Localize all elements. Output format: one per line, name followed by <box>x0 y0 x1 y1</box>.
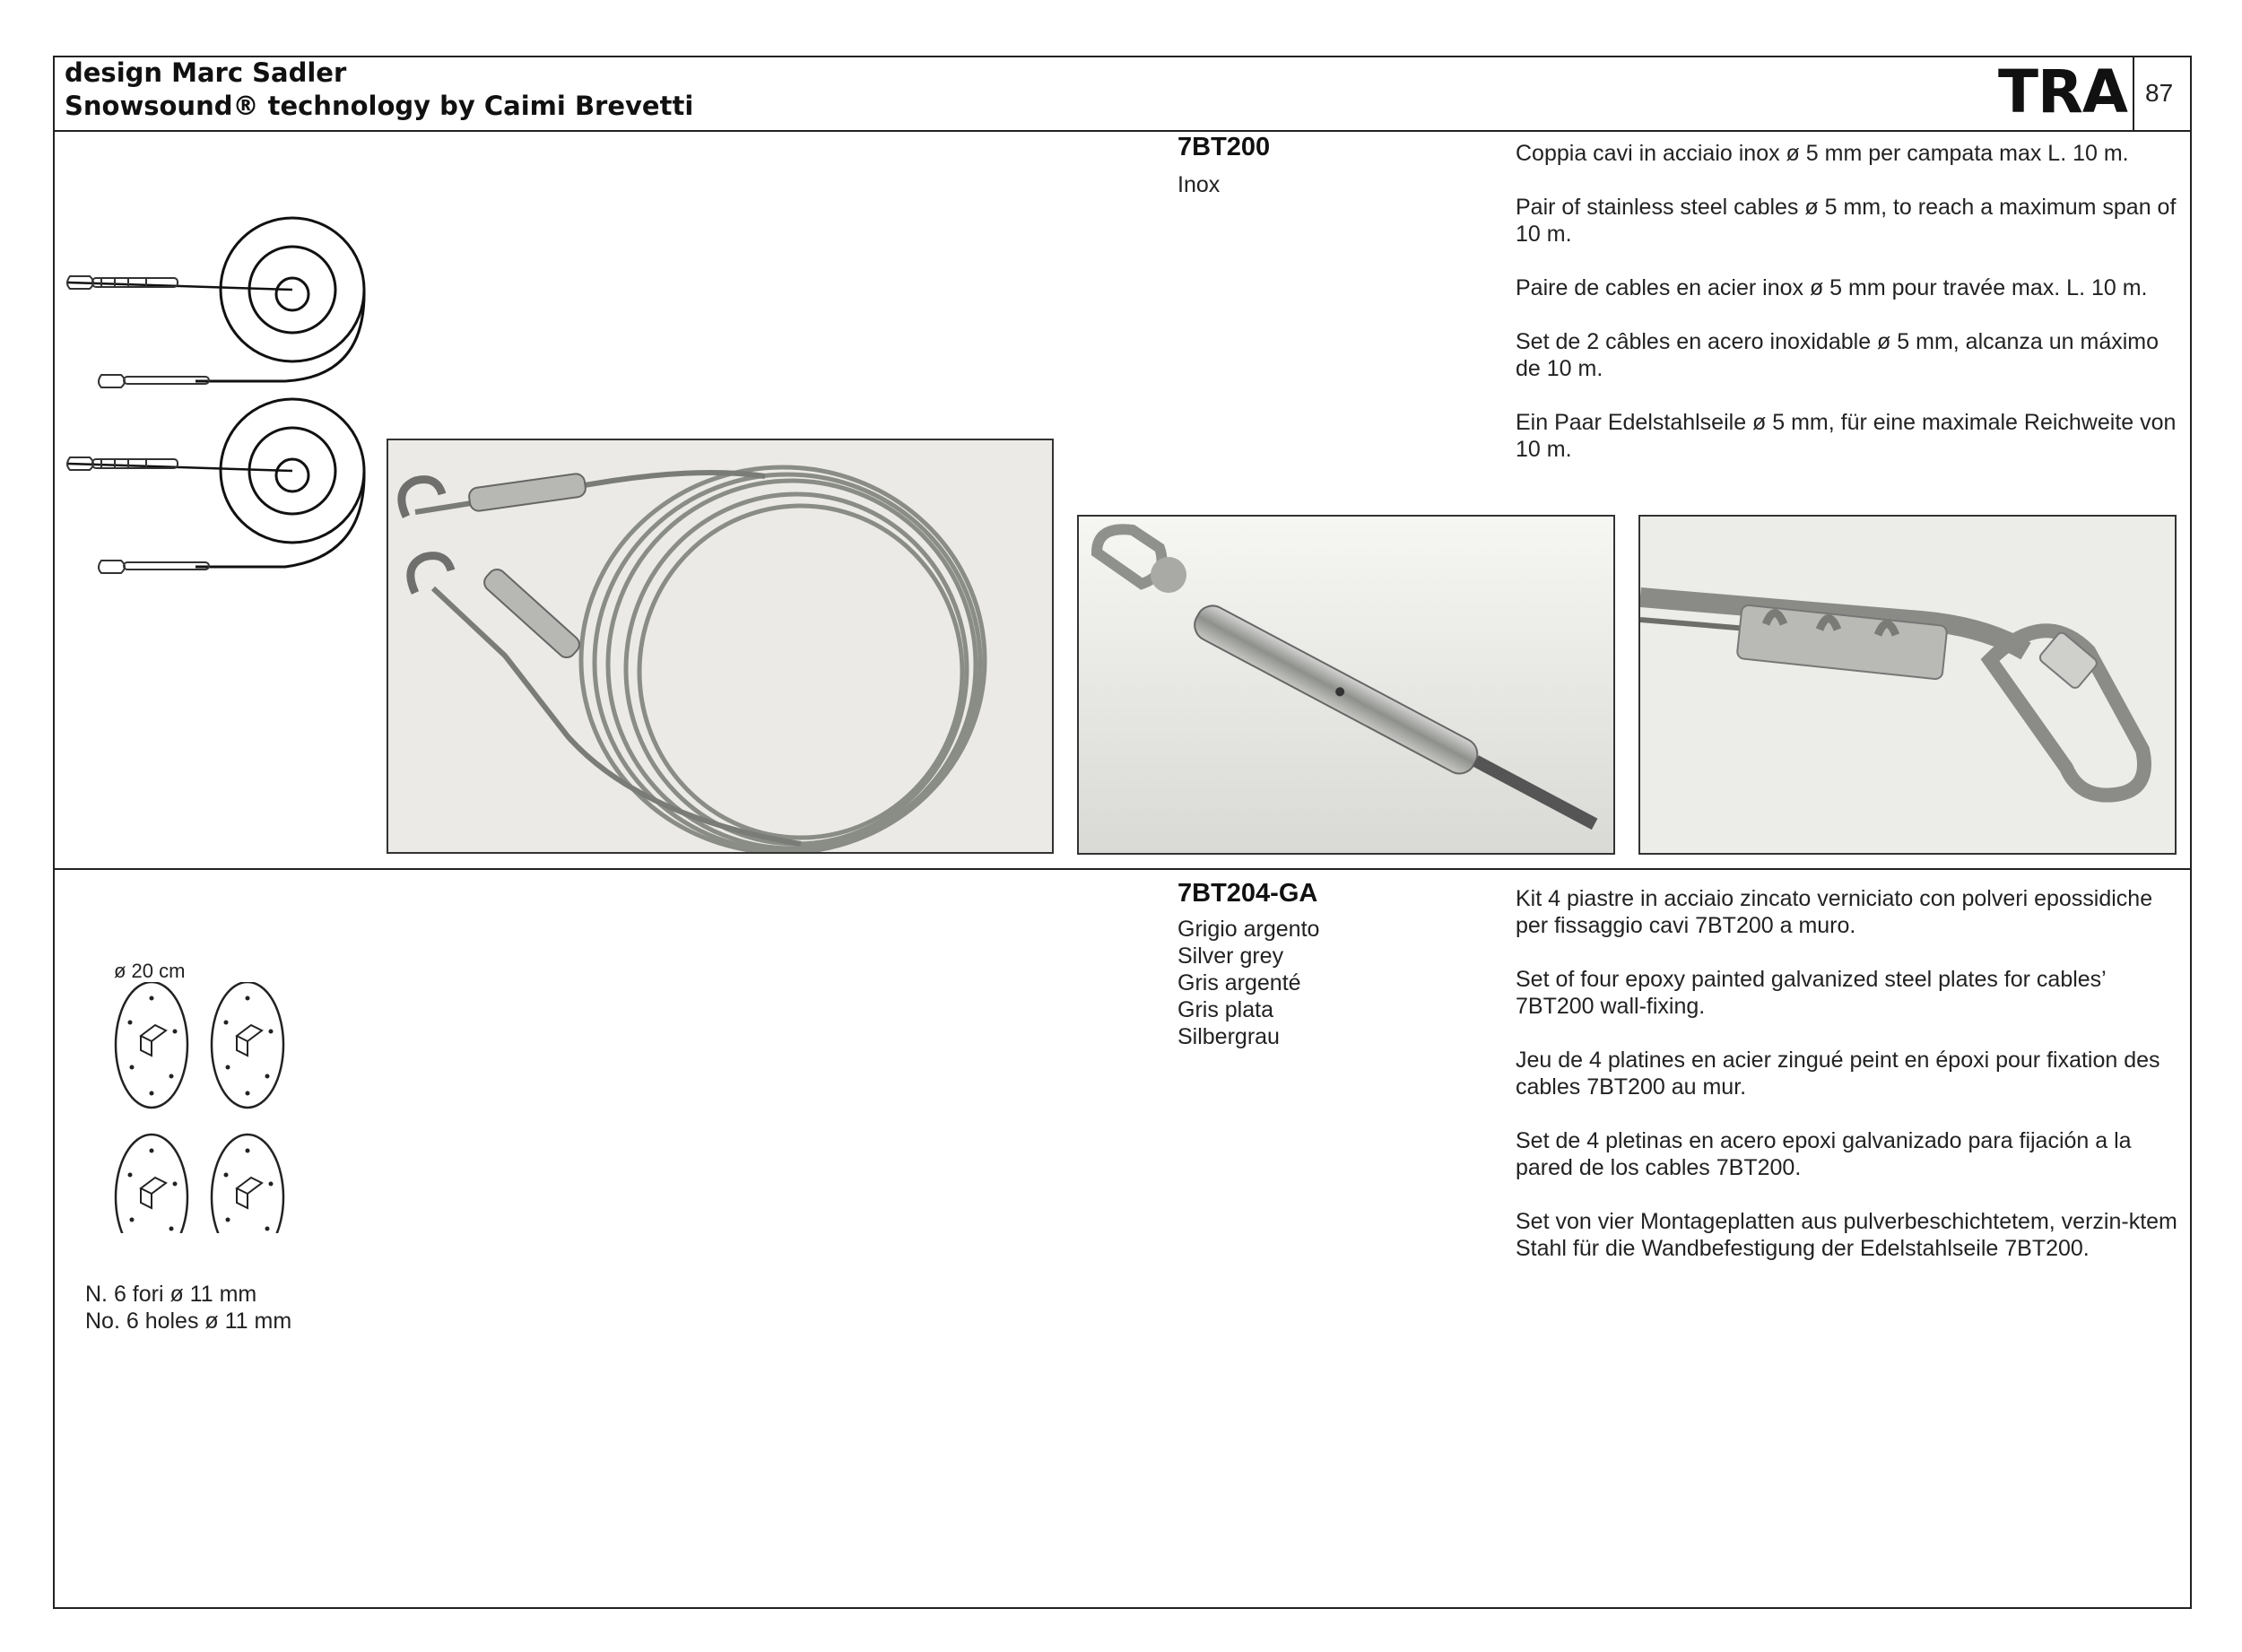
description-de: Set von vier Montageplatten aus pulverbeschichtetem, verzin-ktem Stahl für die Wandbefestigung der Edelstahlseile 7BT200. <box>1516 1209 2177 1261</box>
finish-line: Grigio argento <box>1177 917 1320 942</box>
coiled-cable-photo <box>387 439 1054 854</box>
finish-line: Inox <box>1177 172 1221 197</box>
page-number-divider <box>2133 56 2134 131</box>
turnbuckle-photo <box>1077 515 1615 855</box>
description-it: Coppia cavi in acciaio inox ø 5 mm per campata max L. 10 m. <box>1516 141 2129 166</box>
product-code-7bt204-ga: 7BT204-GA <box>1177 879 1318 908</box>
product-description-7bt204-ga <box>1516 885 2188 1289</box>
description-it: Kit 4 piastre in acciaio zincato verniciato con polveri epossidiche per fissaggio cavi 7BT200 a muro. <box>1516 886 2153 938</box>
description-de: Ein Paar Edelstahlseile ø 5 mm, für eine maximale Reichweite von 10 m. <box>1516 410 2177 462</box>
holes-notes <box>85 1281 291 1335</box>
diameter-label: ø 20 cm <box>114 960 186 982</box>
finish-line: Gris plata <box>1177 997 1273 1022</box>
description-en: Set of four epoxy painted galvanized steel plates for cables’ 7BT200 wall-fixing. <box>1516 967 2106 1019</box>
description-es: Set de 2 câbles en acero inoxidable ø 5 mm, alcanza un máximo de 10 m. <box>1516 329 2159 381</box>
finish-line: Gris argenté <box>1177 970 1301 996</box>
finish-line: Silbergrau <box>1177 1024 1280 1049</box>
note-line: N. 6 fori ø 11 mm <box>85 1282 257 1307</box>
product-description-7bt200 <box>1516 140 2188 490</box>
description-es: Set de 4 pletinas en acero epoxi galvanizado para fijación a la pared de los cables 7BT200. <box>1516 1128 2132 1180</box>
technology-credit: Snowsound® technology by Caimi Brevetti <box>65 91 694 121</box>
section-divider <box>53 868 2192 870</box>
product-finish <box>1177 171 1220 198</box>
page-number: 87 <box>2145 79 2174 107</box>
finish-line: Silver grey <box>1177 943 1284 969</box>
description-fr: Paire de cables en acier inox ø 5 mm pour travée max. L. 10 m. <box>1516 275 2148 300</box>
product-finish-list <box>1177 916 1319 1050</box>
cable-clamp-photo <box>1638 515 2177 855</box>
designer-credit: design Marc Sadler <box>65 57 347 88</box>
note-line: No. 6 holes ø 11 mm <box>85 1309 292 1334</box>
wall-plates-drawing <box>112 982 300 1233</box>
header-divider <box>53 130 2192 132</box>
description-en: Pair of stainless steel cables ø 5 mm, to reach a maximum span of 10 m. <box>1516 195 2177 247</box>
series-code: TRA <box>1998 57 2127 126</box>
cable-technical-drawing <box>61 215 375 583</box>
product-code-7bt200: 7BT200 <box>1177 133 1271 161</box>
description-fr: Jeu de 4 platines en acier zingué peint en époxi pour fixation des cables 7BT200 au mur. <box>1516 1048 2160 1100</box>
